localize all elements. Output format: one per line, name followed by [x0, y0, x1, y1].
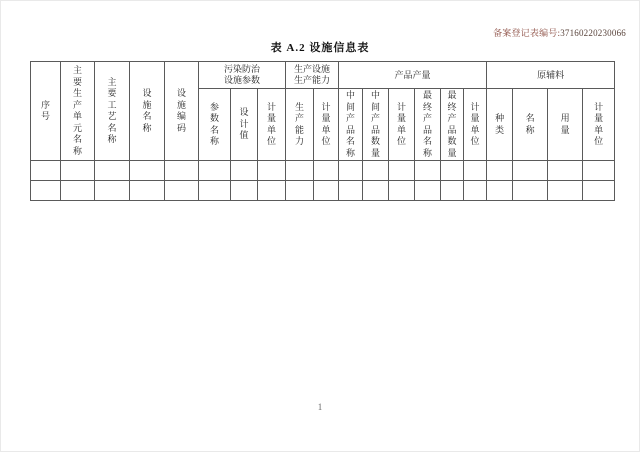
- empty-data-row: [31, 181, 615, 201]
- header-facility-name-label: 设施名称: [142, 88, 152, 133]
- header-design-value-label: 设计值: [239, 107, 249, 141]
- empty-cell: [513, 161, 548, 181]
- header-parameter-name: [199, 89, 231, 161]
- empty-cell: [165, 181, 199, 201]
- header-material-amount-label: 用量: [560, 113, 570, 135]
- header-material-name: [513, 89, 548, 161]
- empty-cell: [363, 161, 389, 181]
- empty-cell: [31, 161, 61, 181]
- group-pollution-control-params: [199, 62, 286, 89]
- header-intermediate-product-qty-label: 中间产品数量: [371, 90, 381, 158]
- header-material-amount: [548, 89, 583, 161]
- header-intermediate-product-name: [339, 89, 363, 161]
- empty-cell: [199, 181, 231, 201]
- empty-cell: [199, 161, 231, 181]
- empty-cell: [286, 161, 314, 181]
- empty-cell: [441, 181, 464, 201]
- header-process-name: [95, 62, 130, 161]
- header-unit-intermediate: [389, 89, 415, 161]
- empty-cell: [130, 181, 165, 201]
- header-parameter-name-label: 参数名称: [210, 101, 220, 146]
- header-production-unit-name: [61, 62, 95, 161]
- page-title: 表 A.2 设施信息表: [270, 42, 370, 54]
- empty-cell: [61, 181, 95, 201]
- group-production-capacity: [286, 62, 339, 89]
- facility-info-table: [30, 61, 615, 201]
- empty-data-row: [31, 161, 615, 181]
- header-material-type-label: 种类: [495, 113, 505, 135]
- empty-cell: [363, 181, 389, 201]
- header-production-capacity-label: 生产能力: [295, 101, 305, 146]
- empty-cell: [95, 181, 130, 201]
- empty-cell: [286, 181, 314, 201]
- empty-cell: [95, 161, 130, 181]
- registration-number: 37160220230066: [560, 28, 626, 38]
- empty-cell: [389, 181, 415, 201]
- empty-cell: [548, 161, 583, 181]
- header-facility-name: [130, 62, 165, 161]
- header-material-name-label: 名称: [525, 113, 535, 135]
- empty-cell: [231, 181, 258, 201]
- header-final-product-qty-label: 最终产品数量: [447, 90, 457, 158]
- group-product-output: [339, 62, 487, 89]
- empty-cell: [464, 161, 487, 181]
- group-header-row: [31, 62, 615, 89]
- header-material-type: [487, 89, 513, 161]
- header-design-value: [231, 89, 258, 161]
- empty-cell: [339, 161, 363, 181]
- group-production-capacity-label: 生产设施生产能力: [294, 64, 331, 85]
- header-final-product-name-label: 最终产品名称: [423, 90, 433, 158]
- header-unit-final: [464, 89, 487, 161]
- group-raw-materials: [487, 62, 615, 89]
- header-process-name-label: 主要工艺名称: [107, 76, 117, 144]
- empty-cell: [487, 181, 513, 201]
- header-unit-params: [258, 89, 286, 161]
- header-final-product-qty: [441, 89, 464, 161]
- header-production-unit-name-label: 主要生产单元名称: [73, 65, 83, 156]
- empty-cell: [258, 181, 286, 201]
- empty-cell: [464, 181, 487, 201]
- empty-cell: [548, 181, 583, 201]
- empty-rows: [31, 161, 615, 201]
- empty-cell: [314, 161, 339, 181]
- empty-cell: [61, 161, 95, 181]
- empty-cell: [389, 161, 415, 181]
- header-facility-code-label: 设施编码: [177, 88, 187, 133]
- empty-cell: [583, 161, 615, 181]
- empty-cell: [487, 161, 513, 181]
- empty-cell: [231, 161, 258, 181]
- header-facility-code: [165, 62, 199, 161]
- header-serial-no-label: 序号: [41, 99, 51, 121]
- header-unit-final-label: 计量单位: [470, 101, 480, 146]
- empty-cell: [31, 181, 61, 201]
- header-serial-no: [31, 62, 61, 161]
- empty-cell: [165, 161, 199, 181]
- header-unit-material: [583, 89, 615, 161]
- empty-cell: [339, 181, 363, 201]
- registration-label: 备案登记表编号:: [493, 28, 561, 38]
- header-intermediate-product-name-label: 中间产品名称: [346, 90, 356, 158]
- group-product-output-label: 产品产量: [394, 69, 431, 80]
- empty-cell: [415, 161, 441, 181]
- empty-cell: [130, 161, 165, 181]
- header-unit-material-label: 计量单位: [594, 101, 604, 146]
- table-container: [30, 61, 615, 201]
- page-number: 1: [317, 402, 323, 412]
- header-intermediate-product-qty: [363, 89, 389, 161]
- group-raw-materials-label: 原辅料: [537, 69, 565, 80]
- header-unit-params-label: 计量单位: [267, 101, 277, 146]
- empty-cell: [513, 181, 548, 201]
- empty-cell: [314, 181, 339, 201]
- header-production-capacity: [286, 89, 314, 161]
- header-final-product-name: [415, 89, 441, 161]
- header-unit-intermediate-label: 计量单位: [397, 101, 407, 146]
- empty-cell: [415, 181, 441, 201]
- registration-number-line: [493, 26, 626, 39]
- header-unit-capacity: [314, 89, 339, 161]
- group-pollution-control-params-label: 污染防治设施参数: [224, 64, 261, 85]
- empty-cell: [441, 161, 464, 181]
- empty-cell: [258, 161, 286, 181]
- empty-cell: [583, 181, 615, 201]
- header-unit-capacity-label: 计量单位: [321, 101, 331, 146]
